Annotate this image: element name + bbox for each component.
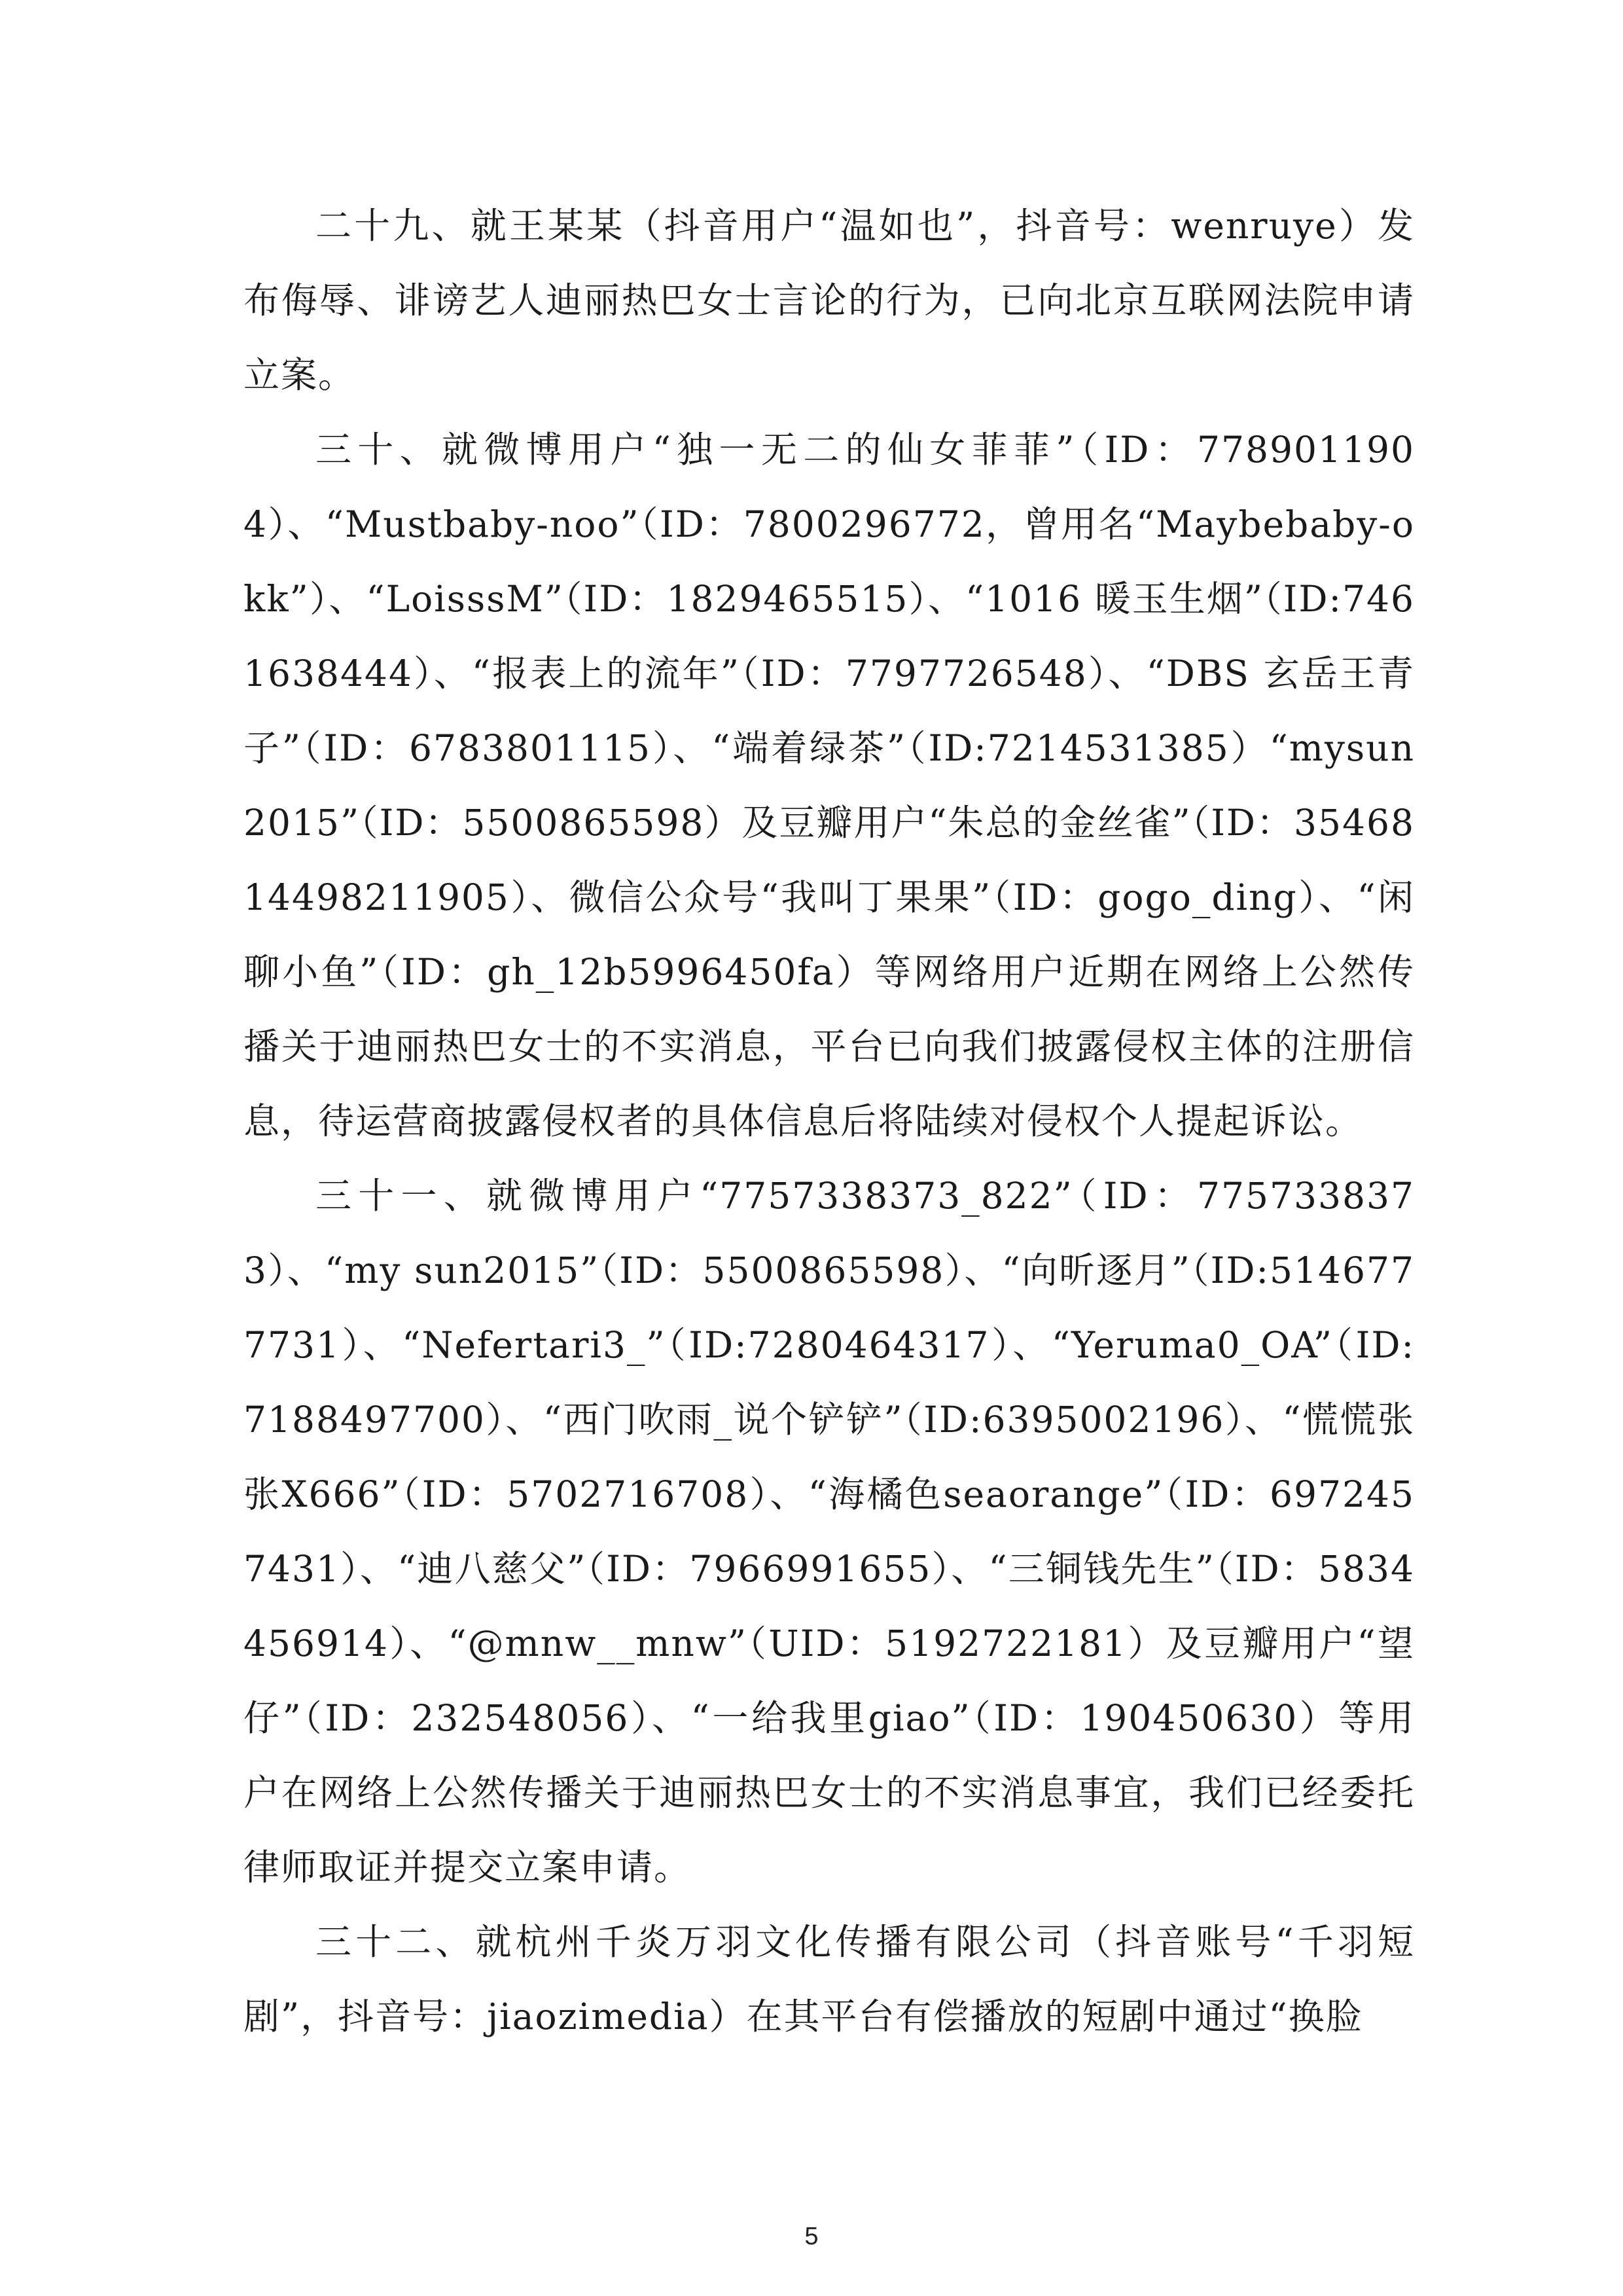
paragraph-31: 三十一、就微博用户“7757338373_822”（ID：7757338373）、“my sun2015”（ID：5500865598）、“向昕逐月”（ID:5146777731）、“Nefertari3_”（ID:7280464317）、“Yeruma0_OA”（ID:7188497700）、“西门吹雨_说个铲铲”（ID:6395002196）、“慌慌张张X666”（ID：5702716708）、“海橘色seaorange”（ID：6972457431）、“迪八慈父”（ID：7966991655）、“三铜钱先生”（ID：5834456914）、“@mnw__mnw”（UID：5192722181）及豆瓣用户“望仔”（ID：232548056）、“一给我里giao”（ID：190450630）等用户在网络上公然传播关于迪丽热巴女士的不实消息事宜，我们已经委托律师取证并提交立案申请。 — [243, 1175, 1415, 1888]
page-number: 5 — [804, 2223, 819, 2250]
document-body — [243, 188, 1415, 2054]
paragraph-29: 二十九、就王某某（抖音用户“温如也”，抖音号：wenruye）发布侮辱、诽谤艺人迪丽热巴女士言论的行为，已向北京互联网法院申请立案。 — [243, 205, 1415, 396]
paragraph-30: 三十、就微博用户“独一无二的仙女菲菲”（ID：7789011904）、“Mustbaby-noo”（ID：7800296772，曾用名“Maybebaby-okk”）、“LoisssM”（ID：1829465515）、“1016 暖玉生烟”（ID:7461638444）、“报表上的流年”（ID：7797726548）、“DBS 玄岳王青子”（ID：6783801115）、“端着绿茶”（ID:7214531385）“mysun2015”（ID：5500865598）及豆瓣用户“朱总的金丝雀”（ID：3546814498211905）、微信公众号“我叫丁果果”（ID：gogo_ding）、“闲聊小鱼”（ID：gh_12b5996450fa）等网络用户近期在网络上公然传播关于迪丽热巴女士的不实消息，平台已向我们披露侵权主体的注册信息，待运营商披露侵权者的具体信息后将陆续对侵权个人提起诉讼。 — [243, 429, 1415, 1142]
paragraph-32: 三十二、就杭州千炎万羽文化传播有限公司（抖音账号“千羽短剧”，抖音号：jiaozimedia）在其平台有偿播放的短剧中通过“换脸 — [243, 1921, 1415, 2037]
